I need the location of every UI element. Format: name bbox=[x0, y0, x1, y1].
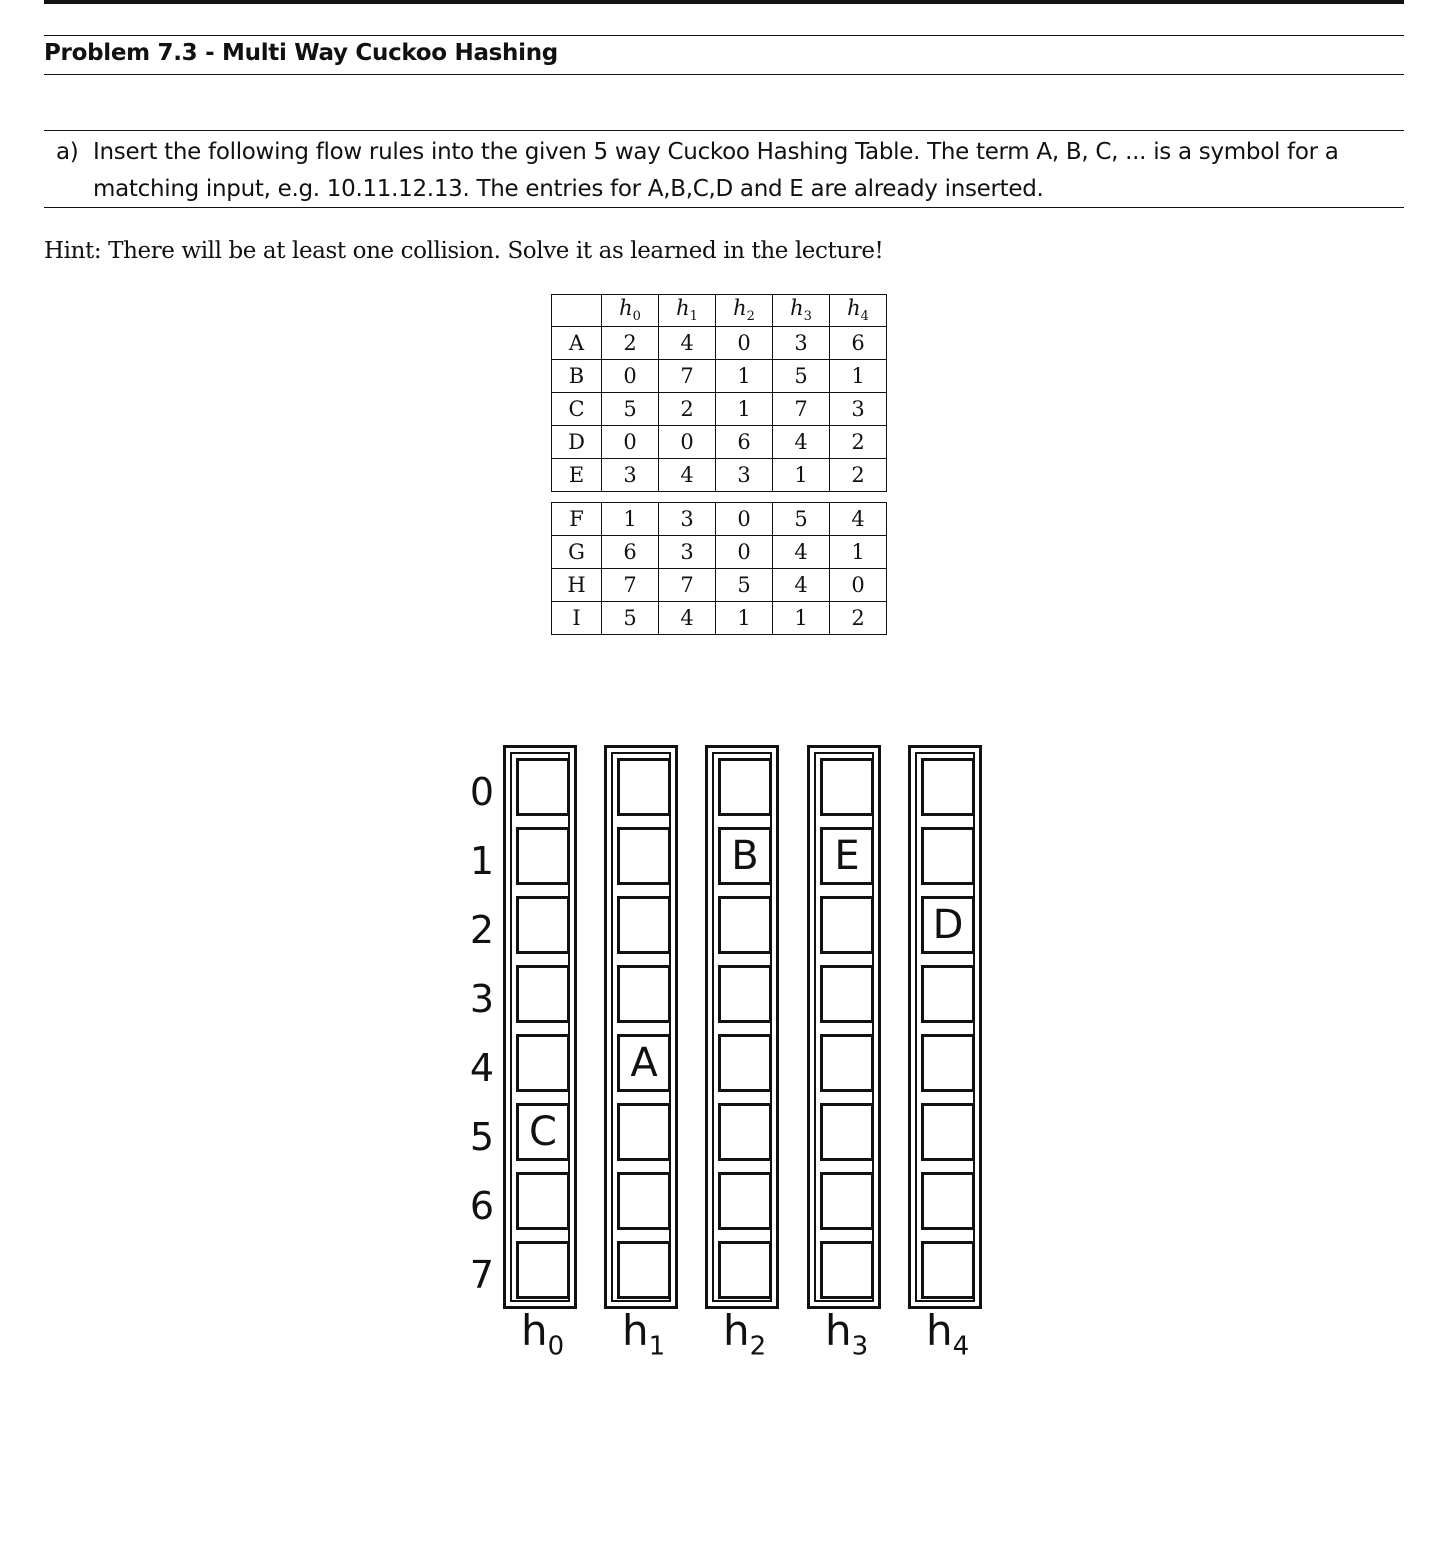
table-cell: 3 bbox=[659, 536, 716, 569]
table-slot bbox=[921, 758, 975, 816]
table-slot bbox=[617, 965, 671, 1023]
table-cell: 0 bbox=[602, 426, 659, 459]
table-cell: 1 bbox=[830, 360, 887, 393]
title-rule-bottom bbox=[44, 74, 1404, 75]
task-a bbox=[56, 134, 1396, 208]
h4-sub: 4 bbox=[860, 309, 869, 325]
hash-table-inserted bbox=[551, 294, 887, 492]
row-key: E bbox=[552, 459, 602, 492]
row-key: A bbox=[552, 327, 602, 360]
table-slot bbox=[516, 758, 570, 816]
table-slot bbox=[617, 896, 671, 954]
table-row bbox=[552, 426, 887, 459]
hash-column-h3 bbox=[807, 745, 881, 1309]
table-slot bbox=[718, 1172, 772, 1230]
hash-column-h4 bbox=[908, 745, 982, 1309]
task-a-text: Insert the following flow rules into the given 5 way Cuckoo Hashing Table. The term A, B, C, ... is a symbol for a matching input, e.g. 10.11.12.13. The entries for A,B,C,D and E are already inserted. bbox=[93, 139, 1339, 202]
table-cell: 1 bbox=[602, 503, 659, 536]
title-rule-top bbox=[44, 35, 1404, 36]
table-cell: 3 bbox=[659, 503, 716, 536]
row-index: 5 bbox=[469, 1115, 495, 1159]
table-cell: 3 bbox=[773, 327, 830, 360]
table-slot bbox=[718, 758, 772, 816]
table-slot bbox=[718, 1034, 772, 1092]
row-index: 3 bbox=[469, 977, 495, 1021]
header-h2: $h_2$ bbox=[716, 295, 773, 327]
problem-title: Problem 7.3 - Multi Way Cuckoo Hashing bbox=[44, 40, 558, 66]
hash-table-to-insert bbox=[551, 502, 887, 635]
table-row bbox=[552, 503, 887, 536]
table-cell: 1 bbox=[830, 536, 887, 569]
table-slot bbox=[617, 827, 671, 885]
table-cell: 6 bbox=[830, 327, 887, 360]
table-cell: 3 bbox=[716, 459, 773, 492]
table-slot bbox=[921, 1103, 975, 1161]
row-key: I bbox=[552, 602, 602, 635]
table-slot: A bbox=[617, 1034, 671, 1092]
row-index: 6 bbox=[469, 1184, 495, 1228]
column-label: $h_1$ bbox=[622, 1306, 666, 1362]
table-cell: 1 bbox=[773, 459, 830, 492]
table-slot bbox=[617, 758, 671, 816]
column-label: $h_0$ bbox=[521, 1306, 565, 1362]
table-slot bbox=[820, 1103, 874, 1161]
table-cell: 2 bbox=[830, 602, 887, 635]
table-row bbox=[552, 536, 887, 569]
table-row bbox=[552, 327, 887, 360]
hint-text: Hint: There will be at least one collision. Solve it as learned in the lecture! bbox=[44, 238, 884, 264]
to-insert-rows bbox=[552, 503, 887, 635]
table-row bbox=[552, 602, 887, 635]
row-key: B bbox=[552, 360, 602, 393]
table-slot bbox=[820, 965, 874, 1023]
table-cell: 4 bbox=[773, 569, 830, 602]
table-cell: 5 bbox=[602, 602, 659, 635]
table-cell: 4 bbox=[659, 602, 716, 635]
column-label: $h_3$ bbox=[825, 1306, 869, 1362]
table-cell: 3 bbox=[830, 393, 887, 426]
column-label: $h_2$ bbox=[723, 1306, 767, 1362]
table-slot bbox=[820, 1241, 874, 1299]
table-slot: D bbox=[921, 896, 975, 954]
table-slot: E bbox=[820, 827, 874, 885]
table-cell: 0 bbox=[830, 569, 887, 602]
table-cell: 4 bbox=[773, 536, 830, 569]
header-key bbox=[552, 295, 602, 327]
table-cell: 2 bbox=[659, 393, 716, 426]
row-key: F bbox=[552, 503, 602, 536]
table-cell: 6 bbox=[716, 426, 773, 459]
table-slot bbox=[820, 1034, 874, 1092]
table-cell: 3 bbox=[602, 459, 659, 492]
hash-column-h1 bbox=[604, 745, 678, 1309]
table-slot bbox=[516, 1034, 570, 1092]
task-rule-bottom bbox=[44, 207, 1404, 208]
table-slot bbox=[718, 1103, 772, 1161]
table-cell: 4 bbox=[659, 459, 716, 492]
task-a-label: a) bbox=[56, 139, 79, 165]
table-slot bbox=[921, 965, 975, 1023]
table-row bbox=[552, 360, 887, 393]
h0-sub: 0 bbox=[632, 309, 641, 325]
table-cell: 1 bbox=[716, 602, 773, 635]
table-cell: 0 bbox=[602, 360, 659, 393]
table-slot bbox=[921, 1172, 975, 1230]
table-cell: 6 bbox=[602, 536, 659, 569]
table-row bbox=[552, 459, 887, 492]
table-row bbox=[552, 393, 887, 426]
table-cell: 5 bbox=[602, 393, 659, 426]
table-slot bbox=[921, 827, 975, 885]
table-cell: 2 bbox=[830, 459, 887, 492]
table-slot bbox=[820, 896, 874, 954]
table-cell: 5 bbox=[773, 360, 830, 393]
table-cell: 0 bbox=[716, 536, 773, 569]
table-slot: B bbox=[718, 827, 772, 885]
table-slot bbox=[617, 1103, 671, 1161]
task-rule-top bbox=[44, 130, 1404, 131]
row-index: 4 bbox=[469, 1046, 495, 1090]
table-cell: 0 bbox=[659, 426, 716, 459]
table-cell: 7 bbox=[659, 360, 716, 393]
table-cell: 2 bbox=[830, 426, 887, 459]
hash-column-h2 bbox=[705, 745, 779, 1309]
table-cell: 1 bbox=[716, 360, 773, 393]
row-index: 1 bbox=[469, 839, 495, 883]
table-slot bbox=[820, 1172, 874, 1230]
hash-table-header-row bbox=[552, 295, 887, 327]
row-index: 0 bbox=[469, 770, 495, 814]
table-slot bbox=[921, 1241, 975, 1299]
table-slot bbox=[617, 1172, 671, 1230]
header-h0: $h_0$ bbox=[602, 295, 659, 327]
column-label: $h_4$ bbox=[926, 1306, 970, 1362]
table-row bbox=[552, 569, 887, 602]
table-slot bbox=[820, 758, 874, 816]
table-cell: 5 bbox=[716, 569, 773, 602]
table-slot bbox=[516, 1241, 570, 1299]
row-key: C bbox=[552, 393, 602, 426]
inserted-rows bbox=[552, 327, 887, 492]
table-slot bbox=[516, 827, 570, 885]
table-slot bbox=[516, 896, 570, 954]
table-slot bbox=[718, 1241, 772, 1299]
row-key: G bbox=[552, 536, 602, 569]
row-key: D bbox=[552, 426, 602, 459]
table-slot bbox=[921, 1034, 975, 1092]
table-cell: 1 bbox=[716, 393, 773, 426]
table-slot: C bbox=[516, 1103, 570, 1161]
table-cell: 7 bbox=[773, 393, 830, 426]
table-slot bbox=[617, 1241, 671, 1299]
table-cell: 7 bbox=[659, 569, 716, 602]
hash-column-h0 bbox=[503, 745, 577, 1309]
table-cell: 4 bbox=[830, 503, 887, 536]
table-cell: 4 bbox=[773, 426, 830, 459]
row-key: H bbox=[552, 569, 602, 602]
row-index: 2 bbox=[469, 908, 495, 952]
h3-sub: 3 bbox=[803, 309, 812, 325]
table-cell: 0 bbox=[716, 503, 773, 536]
table-slot bbox=[718, 896, 772, 954]
table-slot bbox=[718, 965, 772, 1023]
table-cell: 7 bbox=[602, 569, 659, 602]
top-border bbox=[44, 0, 1404, 4]
table-slot bbox=[516, 1172, 570, 1230]
header-h3: $h_3$ bbox=[773, 295, 830, 327]
table-cell: 5 bbox=[773, 503, 830, 536]
table-cell: 2 bbox=[602, 327, 659, 360]
header-h1: $h_1$ bbox=[659, 295, 716, 327]
table-slot bbox=[516, 965, 570, 1023]
h1-sub: 1 bbox=[689, 309, 698, 325]
h2-sub: 2 bbox=[746, 309, 755, 325]
table-cell: 0 bbox=[716, 327, 773, 360]
row-index: 7 bbox=[469, 1253, 495, 1297]
header-h4: $h_4$ bbox=[830, 295, 887, 327]
table-cell: 4 bbox=[659, 327, 716, 360]
table-cell: 1 bbox=[773, 602, 830, 635]
